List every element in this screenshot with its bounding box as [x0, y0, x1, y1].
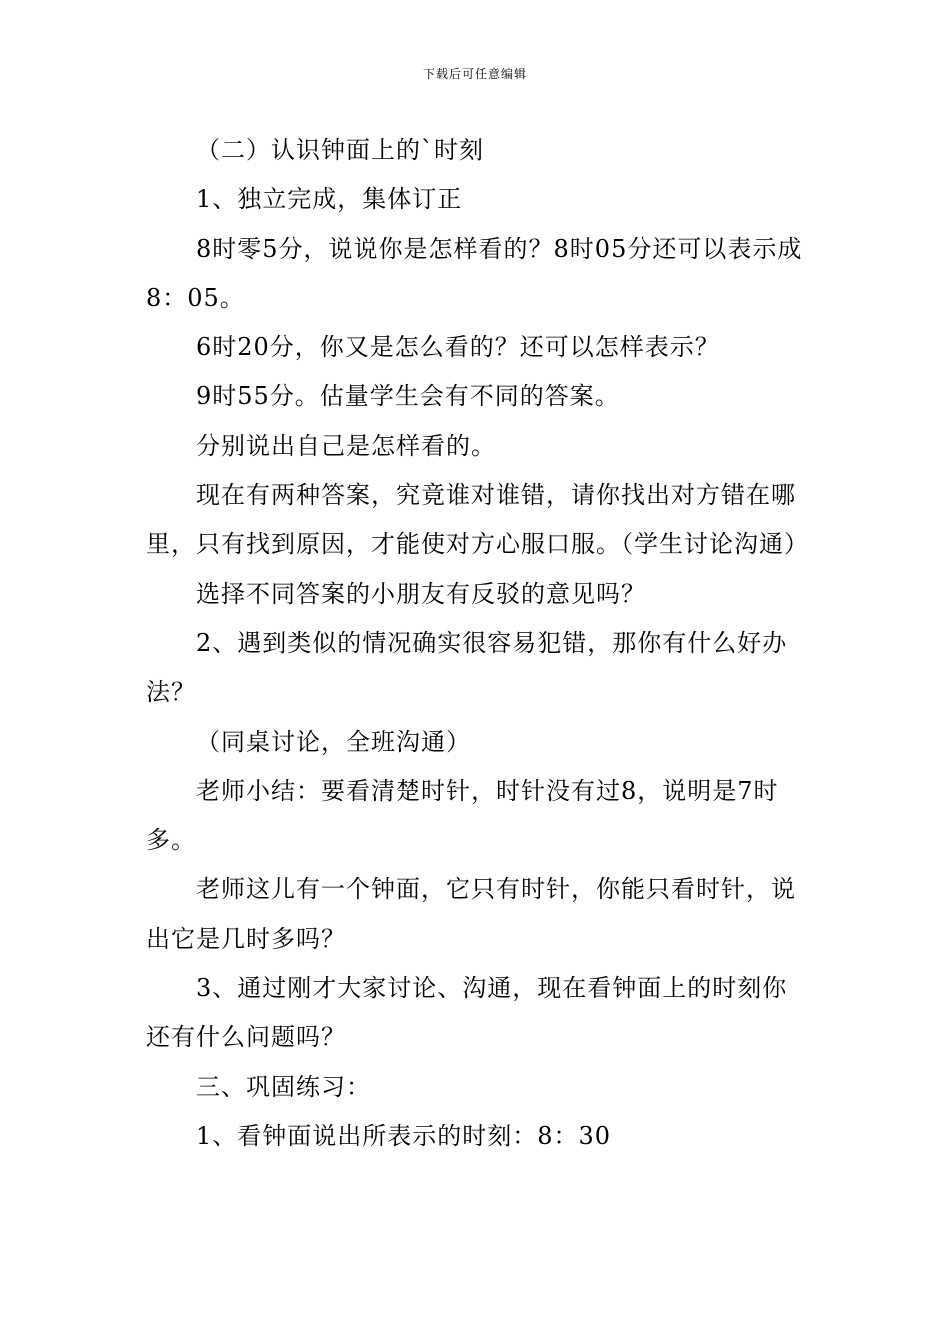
section-heading: 三、巩固练习：: [196, 1072, 371, 1101]
paragraph: 1、独立完成，集体订正: [196, 185, 463, 214]
section-heading: （二）认识钟面上的`时刻: [196, 136, 484, 164]
paragraph: 老师小结：要看清楚时针，时针没有过8，说明是7时多。: [146, 776, 779, 855]
paragraph: （同桌讨论，全班沟通）: [196, 727, 471, 756]
paragraph: 3、通过刚才大家讨论、沟通，现在看钟面上的时刻你还有什么问题吗？: [146, 974, 788, 1052]
paragraph: 1、看钟面说出所表示的时刻：8：30: [196, 1121, 612, 1150]
page-header: 下载后可任意编辑: [422, 67, 527, 81]
document-body: [146, 126, 810, 1161]
paragraph: 2、遇到类似的情况确实很容易犯错，那你有什么好办法？: [146, 628, 788, 707]
paragraph: 9时55分。估量学生会有不同的答案。: [196, 382, 620, 411]
paragraph: 6时20分，你又是怎么看的？还可以怎样表示？: [196, 333, 720, 362]
paragraph: 现在有两种答案，究竟谁对谁错，请你找出对方错在哪里，只有找到原因，才能使对方心服口服。（学生讨论沟通）: [146, 481, 809, 559]
paragraph: 8时零5分，说说你是怎样看的？8时05分还可以表示成8：05。: [146, 234, 803, 312]
paragraph: 老师这儿有一个钟面，它只有时针，你能只看时针，说出它是几时多吗？: [146, 875, 796, 953]
paragraph: 分别说出自己是怎样看的。: [196, 431, 496, 460]
paragraph: 选择不同答案的小朋友有反驳的意见吗？: [196, 579, 646, 608]
